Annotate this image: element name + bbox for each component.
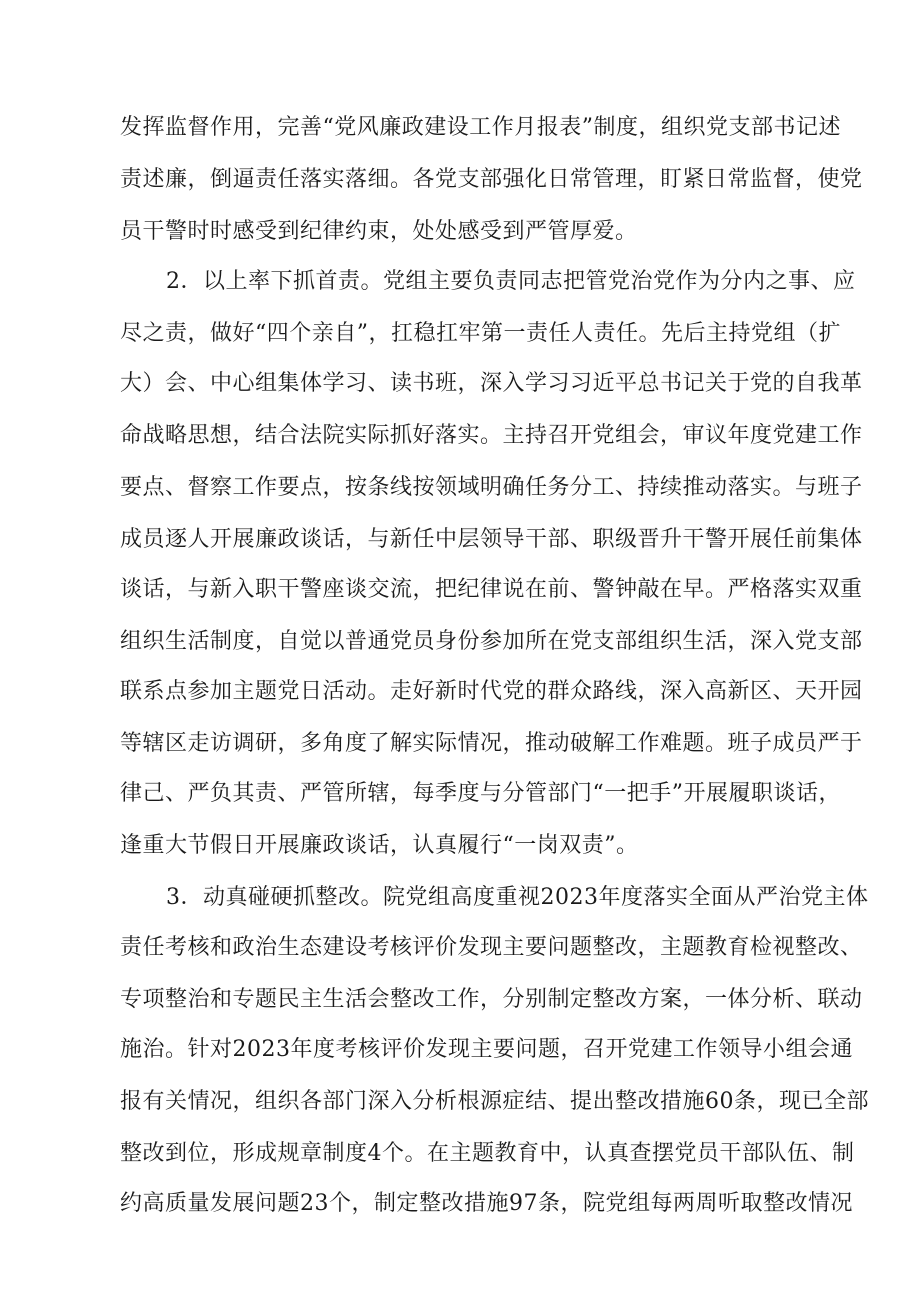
- text-line: 谈话，与新入职干警座谈交流，把纪律说在前、警钟敲在早。严格落实双重: [120, 577, 863, 602]
- text-line: 命战略思想，结合法院实际抓好落实。主持召开党组会，审议年度党建工作: [120, 423, 863, 448]
- text-line: 3．动真碰硬抓整改。院党组高度重视2023年度落实全面从严治党主体: [166, 885, 869, 910]
- text-line: 逢重大节假日开展廉政谈话，认真履行“一岗双责”。: [120, 833, 639, 858]
- text-line: 大）会、中心组集体学习、读书班，深入学习习近平总书记关于党的自我革: [120, 371, 863, 396]
- text-line: 律己、严负其责、严管所辖，每季度与分管部门“一把手”开展履职谈话，: [120, 781, 841, 806]
- text-line: 要点、督察工作要点，按条线按领域明确任务分工、持续推动落实。与班子: [120, 475, 863, 500]
- text-line: 员干警时时感受到纪律约束，处处感受到严管厚爱。: [120, 219, 638, 244]
- text-line: 整改到位，形成规章制度4个。在主题教育中，认真查摆党员干部队伍、制: [120, 1141, 855, 1166]
- text-line: 成员逐人开展廉政谈话，与新任中层领导干部、职级晋升干警开展任前集体: [120, 527, 863, 552]
- text-line: 专项整治和专题民主生活会整改工作，分别制定整改方案，一体分析、联动: [120, 987, 863, 1012]
- text-line: 报有关情况，组织各部门深入分析根源症结、提出整改措施60条，现已全部: [120, 1089, 869, 1114]
- text-line: 组织生活制度，自觉以普通党员身份参加所在党支部组织生活，深入党支部: [120, 629, 863, 654]
- text-line: 约高质量发展问题23个，制定整改措施97条，院党组每两周听取整改情况: [120, 1191, 853, 1216]
- text-line: 等辖区走访调研，多角度了解实际情况，推动破解工作难题。班子成员严于: [120, 731, 863, 756]
- text-line: 2．以上率下抓首责。党组主要负责同志把管党治党作为分内之事、应: [166, 269, 856, 294]
- text-line: 施治。针对2023年度考核评价发现主要问题，召开党建工作领导小组会通: [120, 1037, 853, 1062]
- text-line: 发挥监督作用，完善“党风廉政建设工作月报表”制度，组织党支部书记述: [120, 115, 841, 140]
- text-line: 尽之责，做好“四个亲自”，扛稳扛牢第一责任人责任。先后主持党组（扩: [120, 321, 841, 346]
- text-line: 责述廉，倒逼责任落实落细。各党支部强化日常管理，盯紧日常监督，使党: [120, 167, 863, 192]
- text-line: 联系点参加主题党日活动。走好新时代党的群众路线，深入高新区、天开园: [120, 679, 863, 704]
- text-line: 责任考核和政治生态建设考核评价发现主要问题整改，主题教育检视整改、: [120, 935, 863, 960]
